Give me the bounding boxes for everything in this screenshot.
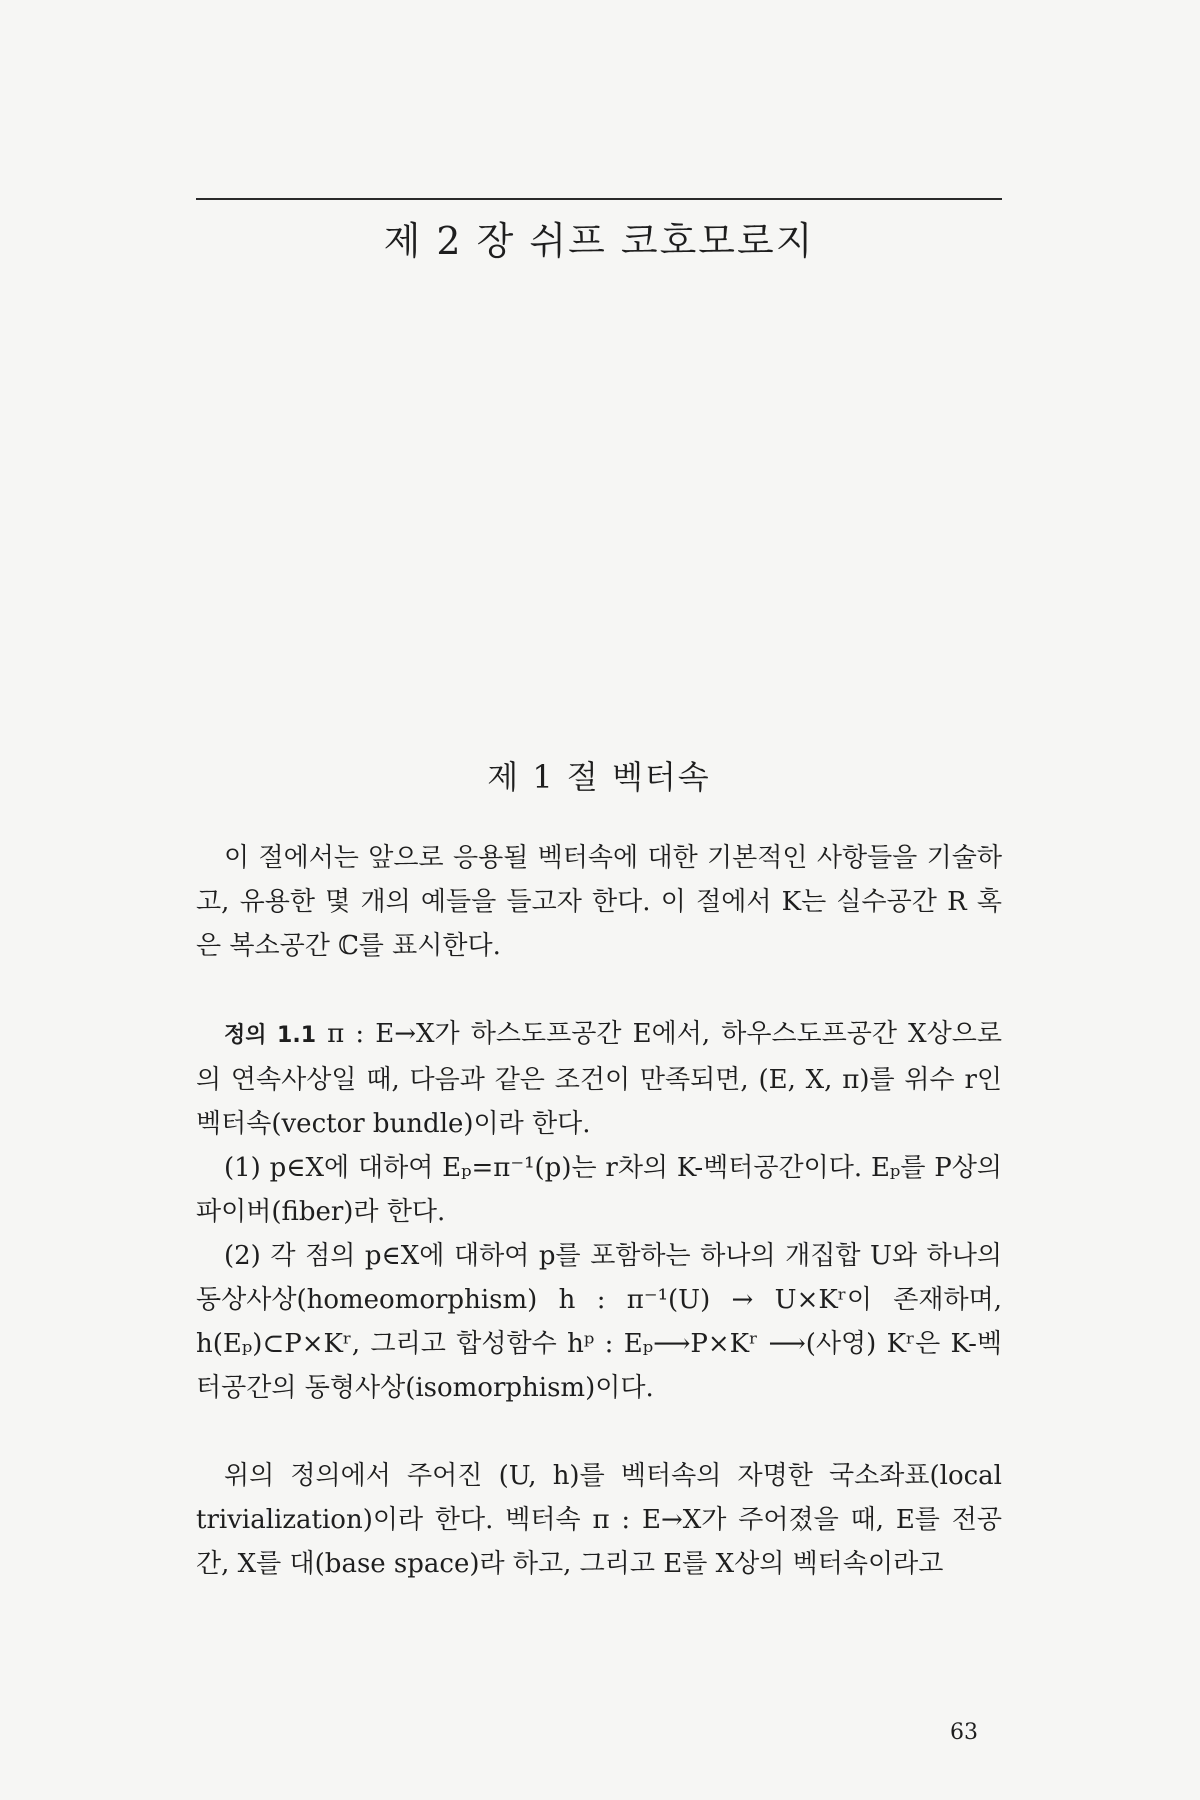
- definition-item-2: (2) 각 점의 p∈X에 대하여 p를 포함하는 하나의 개집합 U와 하나의 동상사상(homeomorphism) h : π⁻¹(U) → U×Kʳ이 존재하며, h(Eₚ)⊂P×Kʳ, 그리고 합성함수 hᵖ : Eₚ⟶P×Kʳ ⟶(사영) Kʳ은 K-벡터공간의 동형사상(isomorphism)이다.: [196, 1241, 1002, 1403]
- page-number: 63: [950, 1720, 978, 1745]
- section-title: 제 1 절 벡터속: [487, 758, 711, 796]
- closing-paragraph: 위의 정의에서 주어진 (U, h)를 벡터속의 자명한 국소좌표(local trivialization)이라 한다. 벡터속 π : E→X가 주어졌을 때, E를 전공간, X를 대(base space)라 하고, 그리고 E를 X상의 벡터속이라고: [196, 1461, 1002, 1579]
- page-body: [196, 836, 1002, 1586]
- chapter-rule: [196, 198, 1002, 200]
- definition-item-1: (1) p∈X에 대하여 Eₚ=π⁻¹(p)는 r차의 K-벡터공간이다. Eₚ를 P상의 파이버(fiber)라 한다.: [196, 1153, 1002, 1227]
- chapter-title: 제 2 장 쉬프 코호모로지: [383, 219, 815, 263]
- definition-label: 정의 1.1: [224, 1023, 317, 1048]
- definition-text: π : E→X가 하스도프공간 E에서, 하우스도프공간 X상으로의 연속사상일 때, 다음과 같은 조건이 만족되면, (E, X, π)를 위수 r인 벡터속(vector bundle)이라 한다.: [196, 1019, 1003, 1139]
- intro-paragraph: 이 절에서는 앞으로 응용될 벡터속에 대한 기본적인 사항들을 기술하고, 유용한 몇 개의 예들을 들고자 한다. 이 절에서 K는 실수공간 R 혹은 복소공간 ℂ를 표시한다.: [196, 843, 1002, 961]
- definition-paragraph: [196, 1012, 1002, 1146]
